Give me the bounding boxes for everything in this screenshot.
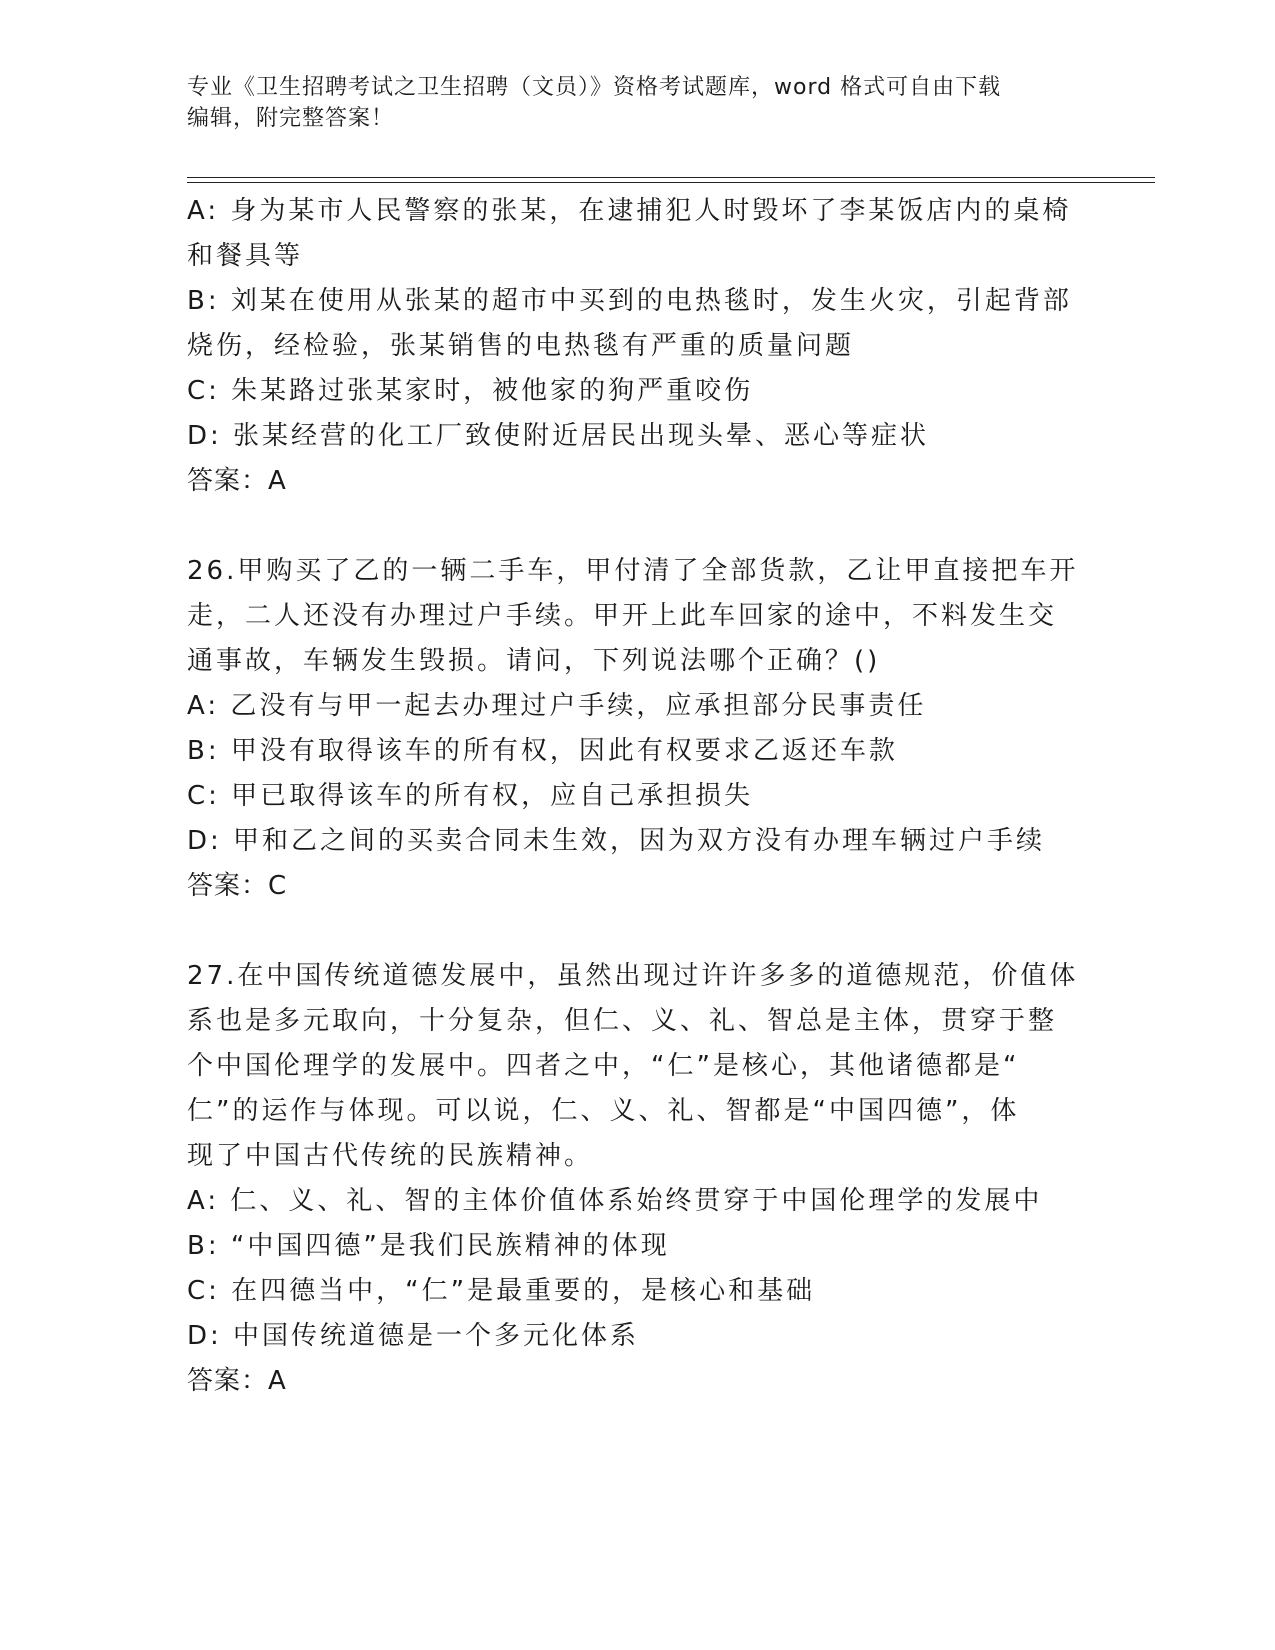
q27-option-a: A: 仁、义、礼、智的主体价值体系始终贯穿于中国伦理学的发展中 <box>187 1186 1043 1216</box>
q26-option-a: A: 乙没有与甲一起去办理过户手续，应承担部分民事责任 <box>187 691 927 721</box>
q27-stem-line-5: 现了中国古代传统的民族精神。 <box>187 1141 594 1171</box>
q26-option-d: D: 甲和乙之间的买卖合同未生效，因为双方没有办理车辆过户手续 <box>187 826 1046 856</box>
q25-option-a-line-1: A: 身为某市人民警察的张某，在逮捕犯人时毁坏了李某饭店内的桌椅 <box>187 196 1072 226</box>
header-divider-bottom <box>187 182 1155 183</box>
q25-option-b-line-1: B: 刘某在使用从张某的超市中买到的电热毯时，发生火灾，引起背部 <box>187 286 1072 316</box>
q25-option-c: C: 朱某路过张某家时，被他家的狗严重咬伤 <box>187 376 754 406</box>
q25-option-d: D: 张某经营的化工厂致使附近居民出现头晕、恶心等症状 <box>187 421 930 451</box>
q27-stem-line-2: 系也是多元取向，十分复杂，但仁、义、礼、智总是主体，贯穿于整 <box>187 1006 1058 1036</box>
q27-option-c: C: 在四德当中，“仁”是最重要的，是核心和基础 <box>187 1276 816 1306</box>
q27-stem-line-1: 27.在中国传统道德发展中，虽然出现过许许多多的道德规范，价值体 <box>187 961 1079 991</box>
header-line-2: 编辑，附完整答案！ <box>187 106 395 131</box>
spacer <box>187 909 1087 954</box>
q26-option-b: B: 甲没有取得该车的所有权，因此有权要求乙返还车款 <box>187 736 898 766</box>
q26-option-c: C: 甲已取得该车的所有权，应自己承担损失 <box>187 781 754 811</box>
question-25-block <box>187 189 1087 504</box>
spacer <box>187 504 1087 549</box>
question-26-block <box>187 549 1087 909</box>
question-27-block <box>187 954 1087 1404</box>
header-line-1: 专业《卫生招聘考试之卫生招聘（文员）》资格考试题库，word 格式可自由下载 <box>187 75 1002 100</box>
q27-option-d: D: 中国传统道德是一个多元化体系 <box>187 1321 640 1351</box>
q26-stem-line-2: 走，二人还没有办理过户手续。甲开上此车回家的途中，不料发生交 <box>187 601 1058 631</box>
q27-stem-line-3: 个中国伦理学的发展中。四者之中，“仁”是核心，其他诸德都是“ <box>187 1051 1020 1081</box>
q27-answer: 答案：A <box>187 1366 287 1396</box>
header-divider-top <box>187 177 1155 178</box>
q27-option-b: B: “中国四德”是我们民族精神的体现 <box>187 1231 670 1261</box>
q27-stem-line-4: 仁”的运作与体现。可以说，仁、义、礼、智都是“中国四德”，体 <box>187 1096 1020 1126</box>
q25-answer: 答案：A <box>187 466 287 496</box>
q26-stem-line-1: 26.甲购买了乙的一辆二手车，甲付清了全部货款，乙让甲直接把车开 <box>187 556 1079 586</box>
q25-option-b-line-2: 烧伤，经检验，张某销售的电热毯有严重的质量问题 <box>187 331 855 361</box>
q26-answer: 答案：C <box>187 871 288 901</box>
q26-stem-line-3: 通事故，车辆发生毁损。请问，下列说法哪个正确？() <box>187 646 881 676</box>
document-header <box>187 72 1087 134</box>
q25-option-a-line-2: 和餐具等 <box>187 241 304 271</box>
question-list <box>187 189 1087 1404</box>
